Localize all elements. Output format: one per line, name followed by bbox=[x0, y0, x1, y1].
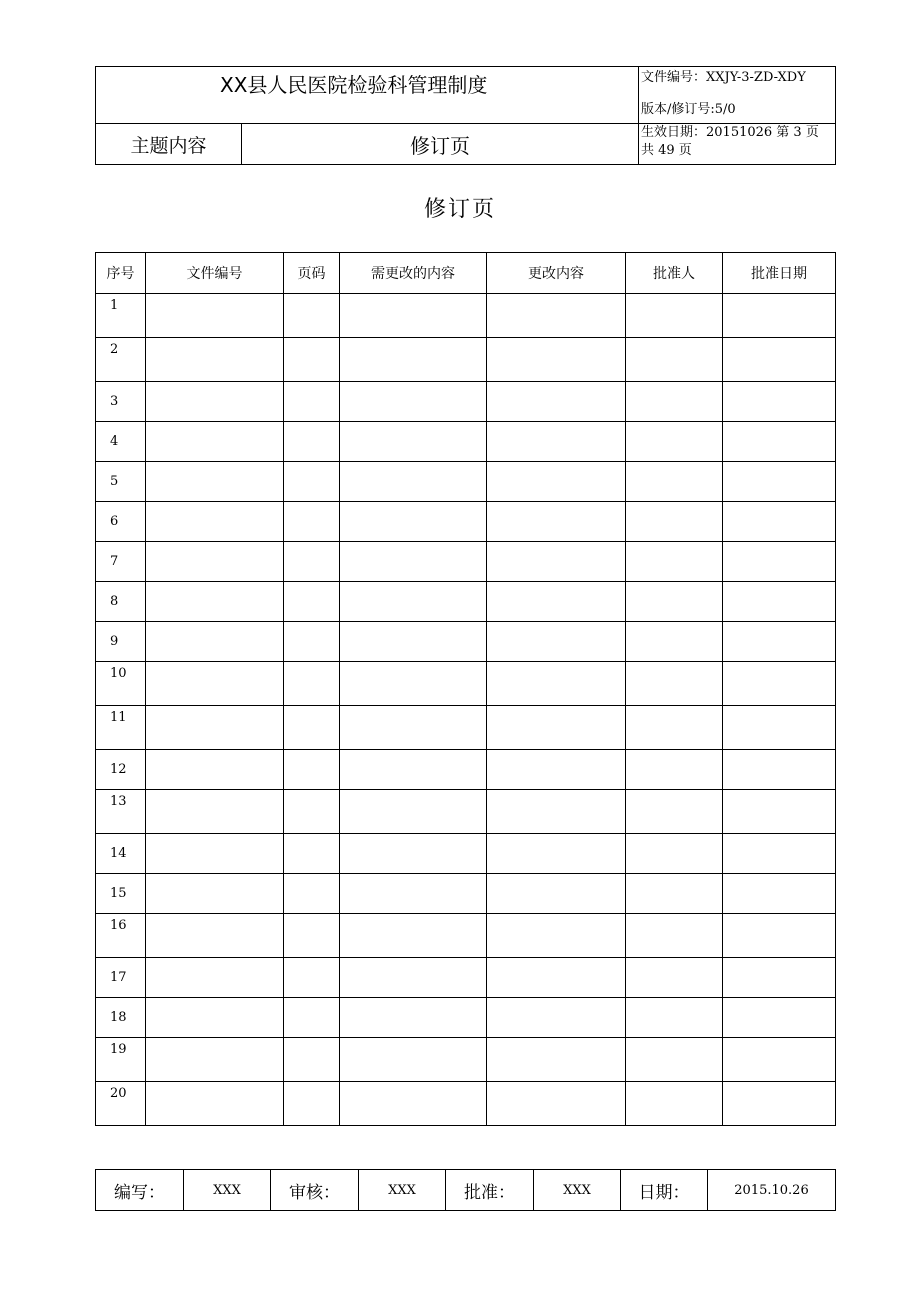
row-number: 18 bbox=[96, 998, 146, 1038]
table-cell bbox=[284, 338, 340, 382]
row-number: 8 bbox=[96, 582, 146, 622]
table-cell bbox=[284, 422, 340, 462]
table-cell bbox=[146, 750, 284, 790]
table-cell bbox=[626, 706, 723, 750]
table-cell bbox=[487, 958, 626, 998]
table-cell bbox=[340, 502, 487, 542]
table-cell bbox=[284, 834, 340, 874]
date-label: 日期： bbox=[621, 1170, 708, 1211]
table-cell bbox=[723, 502, 836, 542]
table-cell bbox=[340, 998, 487, 1038]
doc-meta-cell bbox=[639, 67, 836, 124]
table-row bbox=[96, 382, 836, 422]
table-cell bbox=[284, 874, 340, 914]
table-cell bbox=[723, 834, 836, 874]
table-cell bbox=[626, 914, 723, 958]
table-cell bbox=[487, 382, 626, 422]
column-header: 文件编号 bbox=[146, 253, 284, 294]
author-label: 编写： bbox=[96, 1170, 184, 1211]
table-cell bbox=[487, 502, 626, 542]
table-cell bbox=[146, 834, 284, 874]
table-cell bbox=[284, 662, 340, 706]
row-number: 16 bbox=[96, 914, 146, 958]
table-cell bbox=[340, 914, 487, 958]
table-cell bbox=[626, 1038, 723, 1082]
table-cell bbox=[146, 1038, 284, 1082]
table-cell bbox=[487, 1082, 626, 1126]
table-cell bbox=[340, 422, 487, 462]
table-cell bbox=[146, 914, 284, 958]
table-cell bbox=[723, 958, 836, 998]
row-number: 4 bbox=[96, 422, 146, 462]
table-row bbox=[96, 874, 836, 914]
column-header: 批准人 bbox=[626, 253, 723, 294]
table-cell bbox=[487, 294, 626, 338]
table-cell bbox=[340, 462, 487, 502]
table-cell bbox=[146, 422, 284, 462]
subject-label: 主题内容 bbox=[96, 124, 242, 165]
table-cell bbox=[723, 338, 836, 382]
table-cell bbox=[487, 790, 626, 834]
table-cell bbox=[626, 622, 723, 662]
table-cell bbox=[146, 338, 284, 382]
approver-label: 批准： bbox=[446, 1170, 534, 1211]
table-cell bbox=[723, 462, 836, 502]
table-row bbox=[96, 582, 836, 622]
table-cell bbox=[487, 914, 626, 958]
table-cell bbox=[723, 706, 836, 750]
table-cell bbox=[626, 790, 723, 834]
table-cell bbox=[284, 1038, 340, 1082]
table-cell bbox=[340, 790, 487, 834]
table-cell bbox=[146, 502, 284, 542]
table-cell bbox=[284, 750, 340, 790]
table-row bbox=[96, 294, 836, 338]
row-number: 19 bbox=[96, 1038, 146, 1082]
table-row bbox=[96, 338, 836, 382]
effective-date: 生效日期：20151026 第 3 页 bbox=[641, 125, 819, 140]
table-cell bbox=[626, 1082, 723, 1126]
table-row bbox=[96, 502, 836, 542]
table-cell bbox=[340, 382, 487, 422]
column-header: 需更改的内容 bbox=[340, 253, 487, 294]
table-row bbox=[96, 542, 836, 582]
table-cell bbox=[487, 622, 626, 662]
page-total: 共 49 页 bbox=[641, 143, 692, 158]
row-number: 20 bbox=[96, 1082, 146, 1126]
table-cell bbox=[487, 422, 626, 462]
row-number: 13 bbox=[96, 790, 146, 834]
table-cell bbox=[340, 338, 487, 382]
table-cell bbox=[146, 542, 284, 582]
table-cell bbox=[626, 502, 723, 542]
revision-table-header bbox=[96, 253, 836, 294]
table-cell bbox=[340, 706, 487, 750]
sign-off-table bbox=[95, 1169, 836, 1211]
table-cell bbox=[487, 1038, 626, 1082]
table-cell bbox=[487, 874, 626, 914]
table-cell bbox=[284, 622, 340, 662]
table-cell bbox=[723, 582, 836, 622]
reviewer-value: XXX bbox=[359, 1170, 446, 1211]
table-cell bbox=[723, 422, 836, 462]
table-cell bbox=[146, 462, 284, 502]
reviewer-label: 审核： bbox=[271, 1170, 359, 1211]
table-cell bbox=[340, 958, 487, 998]
row-number: 17 bbox=[96, 958, 146, 998]
table-cell bbox=[487, 582, 626, 622]
row-number: 11 bbox=[96, 706, 146, 750]
table-cell bbox=[340, 750, 487, 790]
title-cell bbox=[96, 67, 639, 124]
row-number: 5 bbox=[96, 462, 146, 502]
table-cell bbox=[146, 998, 284, 1038]
doc-number: 文件编号：XXJY-3-ZD-XDY bbox=[641, 70, 806, 85]
row-number: 7 bbox=[96, 542, 146, 582]
table-row bbox=[96, 1082, 836, 1126]
date-value: 2015.10.26 bbox=[708, 1170, 836, 1211]
table-row bbox=[96, 462, 836, 502]
table-row bbox=[96, 750, 836, 790]
table-cell bbox=[723, 542, 836, 582]
table-cell bbox=[284, 462, 340, 502]
table-cell bbox=[340, 874, 487, 914]
table-cell bbox=[626, 958, 723, 998]
table-cell bbox=[487, 542, 626, 582]
table-cell bbox=[340, 582, 487, 622]
table-cell bbox=[340, 622, 487, 662]
table-cell bbox=[723, 662, 836, 706]
table-cell bbox=[723, 790, 836, 834]
table-cell bbox=[284, 1082, 340, 1126]
table-cell bbox=[626, 462, 723, 502]
table-row bbox=[96, 790, 836, 834]
table-cell bbox=[487, 706, 626, 750]
table-cell bbox=[626, 294, 723, 338]
table-cell bbox=[487, 998, 626, 1038]
table-row bbox=[96, 1038, 836, 1082]
table-cell bbox=[340, 1038, 487, 1082]
table-cell bbox=[723, 750, 836, 790]
table-cell bbox=[626, 834, 723, 874]
effective-cell bbox=[639, 124, 836, 165]
row-number: 6 bbox=[96, 502, 146, 542]
table-cell bbox=[146, 382, 284, 422]
table-cell bbox=[284, 958, 340, 998]
table-row bbox=[96, 958, 836, 998]
table-cell bbox=[284, 790, 340, 834]
row-number: 2 bbox=[96, 338, 146, 382]
table-cell bbox=[146, 958, 284, 998]
table-row bbox=[96, 706, 836, 750]
table-cell bbox=[340, 662, 487, 706]
table-cell bbox=[723, 1082, 836, 1126]
table-cell bbox=[284, 914, 340, 958]
table-cell bbox=[146, 1082, 284, 1126]
table-cell bbox=[626, 422, 723, 462]
table-cell bbox=[284, 706, 340, 750]
table-cell bbox=[340, 294, 487, 338]
row-number: 9 bbox=[96, 622, 146, 662]
table-row bbox=[96, 422, 836, 462]
page-heading: 修订页 bbox=[423, 197, 496, 222]
table-cell bbox=[146, 622, 284, 662]
table-cell bbox=[723, 382, 836, 422]
table-cell bbox=[626, 382, 723, 422]
table-cell bbox=[284, 542, 340, 582]
table-row bbox=[96, 998, 836, 1038]
column-header: 序号 bbox=[96, 253, 146, 294]
column-header: 页码 bbox=[284, 253, 340, 294]
column-header: 更改内容 bbox=[487, 253, 626, 294]
doc-version: 版本/修订号:5/0 bbox=[641, 102, 736, 117]
row-number: 15 bbox=[96, 874, 146, 914]
table-cell bbox=[723, 622, 836, 662]
table-cell bbox=[146, 706, 284, 750]
table-cell bbox=[626, 662, 723, 706]
table-cell bbox=[487, 338, 626, 382]
table-cell bbox=[626, 542, 723, 582]
table-cell bbox=[487, 662, 626, 706]
table-cell bbox=[723, 914, 836, 958]
table-cell bbox=[284, 582, 340, 622]
table-row bbox=[96, 662, 836, 706]
table-cell bbox=[284, 382, 340, 422]
table-cell bbox=[723, 998, 836, 1038]
approver-value: XXX bbox=[534, 1170, 621, 1211]
row-number: 1 bbox=[96, 294, 146, 338]
table-cell bbox=[487, 462, 626, 502]
table-row bbox=[96, 834, 836, 874]
table-cell bbox=[487, 834, 626, 874]
author-value: XXX bbox=[184, 1170, 271, 1211]
table-cell bbox=[723, 1038, 836, 1082]
table-row bbox=[96, 914, 836, 958]
table-cell bbox=[626, 750, 723, 790]
table-cell bbox=[626, 582, 723, 622]
table-cell bbox=[626, 874, 723, 914]
row-number: 10 bbox=[96, 662, 146, 706]
table-cell bbox=[626, 998, 723, 1038]
table-cell bbox=[723, 294, 836, 338]
revision-table bbox=[95, 252, 836, 1126]
row-number: 12 bbox=[96, 750, 146, 790]
document-title: XX县人民医院检验科管理制度 bbox=[220, 73, 488, 97]
row-number: 14 bbox=[96, 834, 146, 874]
table-cell bbox=[146, 790, 284, 834]
row-number: 3 bbox=[96, 382, 146, 422]
table-row bbox=[96, 622, 836, 662]
table-cell bbox=[146, 582, 284, 622]
table-cell bbox=[340, 1082, 487, 1126]
column-header: 批准日期 bbox=[723, 253, 836, 294]
subject-value: 修订页 bbox=[242, 124, 639, 165]
table-cell bbox=[340, 542, 487, 582]
table-cell bbox=[284, 502, 340, 542]
table-cell bbox=[626, 338, 723, 382]
table-cell bbox=[487, 750, 626, 790]
table-cell bbox=[284, 294, 340, 338]
table-cell bbox=[146, 874, 284, 914]
table-cell bbox=[284, 998, 340, 1038]
table-cell bbox=[146, 662, 284, 706]
document-header bbox=[95, 66, 836, 165]
table-cell bbox=[340, 834, 487, 874]
table-cell bbox=[723, 874, 836, 914]
table-cell bbox=[146, 294, 284, 338]
